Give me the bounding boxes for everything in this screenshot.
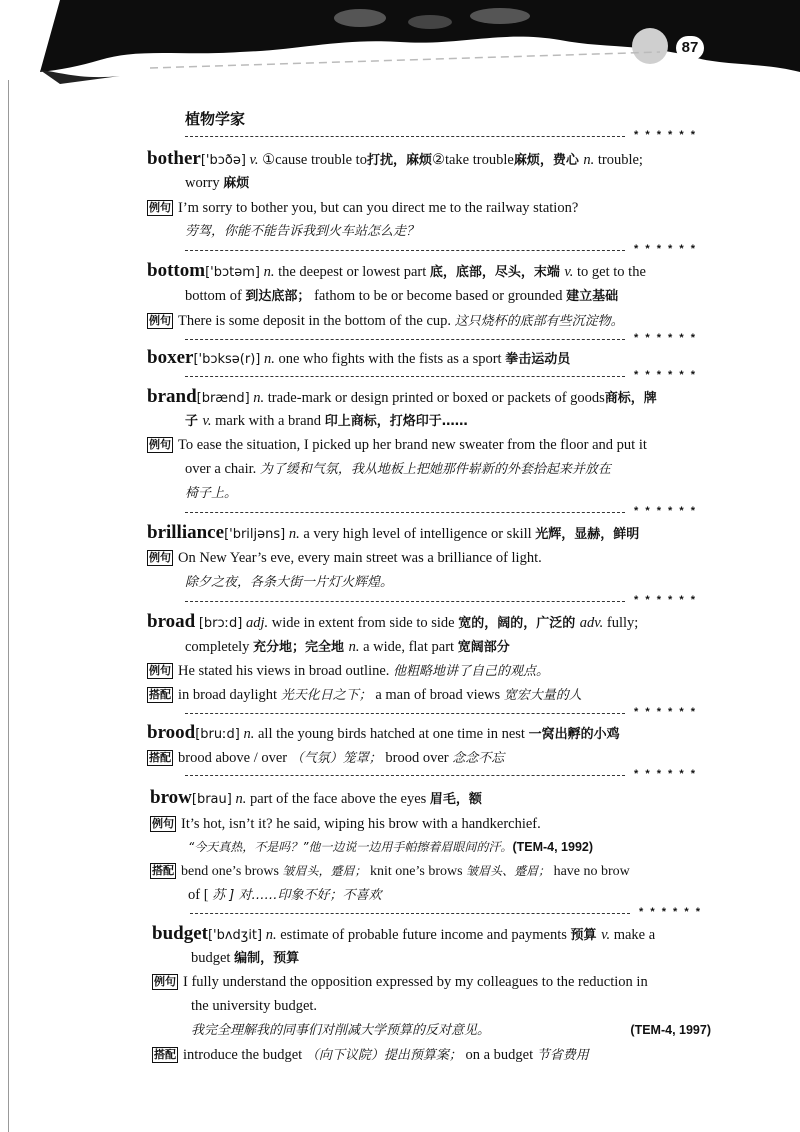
entry-separator: * * * * * * [185,130,697,144]
example-tag: 例句 [154,975,176,988]
entry-separator: * * * * * * [185,707,697,721]
phonetic: ['bɔksə(r)] [193,352,261,367]
example-tag: 例句 [149,438,171,451]
headword: broad [147,611,196,632]
example-budget-cont: the university budget. [191,998,318,1014]
entry-brand: brand[brænd] n. trade-mark or design printed or boxed or packets of goods商标，牌 [147,386,657,407]
entry-separator: * * * * * * [185,244,697,258]
example-brow: 例句 It’s hot, isn’t it? he said, wiping his brow with a handkerchief. [152,816,541,832]
example-brow-zh: “今天真热，不是吗？”他一边说一边用手帕擦着眉眼间的汗。(TEM-4, 1992) [188,840,594,854]
headword: boxer [147,347,194,368]
collocation-tag: 搭配 [149,688,171,701]
example-brand-cont: over a chair. 为了缓和气氛，我从地板上把她那件崭新的外套拾起来并放在 [185,461,611,477]
phonetic: [brænd] [196,391,250,406]
example-bother: 例句 I’m sorry to bother you, but can you direct me to the railway station? [149,200,579,216]
collocation-tag: 搭配 [152,864,174,877]
example-brilliance: 例句 On New Year’s eve, every main street was a brilliance of light. [149,550,542,566]
collocation-tag: 搭配 [154,1048,176,1061]
example-tag: 例句 [149,201,171,214]
headword: brilliance [147,522,225,543]
phonetic: ['briljəns] [224,527,286,542]
entry-separator: * * * * * * [190,907,702,921]
entry-broad-cont: completely 充分地；完全地 n. a wide, flat part 宽阔部分 [185,639,510,655]
entry-brow: brow[brau] n. part of the face above the eyes 眉毛，额 [150,787,482,808]
example-brilliance-zh: 除夕之夜，各条大街一片灯火辉煌。 [185,575,394,590]
headword: brand [147,386,197,407]
collocation-budget: 搭配 introduce the budget （向下议院）提出预算案； on a budget 节省费用 [154,1047,589,1063]
collocation-broad: 搭配 in broad daylight 光天化日之下； a man of broad views 宽宏大量的人 [149,687,582,703]
example-tag: 例句 [149,551,171,564]
exam-source: (TEM-4, 1992) [512,840,594,854]
continued-word: 植物学家 [185,110,246,128]
entry-bottom: bottom['bɔtəm] n. the deepest or lowest part 底，底部，尽头，末端 v. to get to the [147,260,646,281]
phonetic: [bruːd] [195,727,240,742]
entry-bother: bother['bɔðə] v. ①cause trouble to打扰，麻烦②take trouble麻烦，费心 n. trouble; [147,148,643,169]
phonetic: ['bɔtəm] [205,265,260,280]
entry-broad: broad [brɔːd] adj. wide in extent from side to side 宽的，阔的，广泛的 adv. fully; [147,611,639,632]
entry-separator: * * * * * * [185,595,697,609]
exam-source: (TEM-4, 1997) [630,1023,711,1037]
entry-separator: * * * * * * [185,333,697,347]
example-tag: 例句 [149,314,171,327]
example-bother-zh: 劳驾，你能不能告诉我到火车站怎么走？ [185,224,420,239]
entry-bottom-cont: bottom of 到达底部； fathom to be or become based or grounded 建立基础 [185,288,619,304]
entry-separator: * * * * * * [185,506,697,520]
headword: brow [150,787,192,808]
entry-budget-cont: budget 编制，预算 [191,950,300,966]
entry-separator: * * * * * * [185,769,697,783]
collocation-brow-cont: of [ 苏 ] 对……印象不好；不喜欢 [188,887,382,903]
example-tag: 例句 [149,664,171,677]
example-bottom: 例句 There is some deposit in the bottom of the cup. 这只烧杯的底部有些沉淀物。 [149,313,624,329]
entry-brood: brood[bruːd] n. all the young birds hatched at one time in nest 一窝出孵的小鸡 [147,722,620,743]
example-brand-cont2: 椅子上。 [185,486,238,501]
example-budget-zh: 我完全理解我的同事们对削减大学预算的反对意见。 (TEM-4, 1997) [191,1019,711,1042]
phonetic: [brau] [191,792,232,807]
collocation-brow: 搭配 bend one’s brows 皱眉头，蹙眉； knit one’s brows 皱眉头、蹙眉； have no brow [152,864,630,879]
example-budget: 例句 I fully understand the opposition expressed by my colleagues to the reduction in [154,974,648,990]
collocation-brood: 搭配 brood above / over （气氛）笼罩； brood over 念念不忘 [149,750,505,766]
headword: bottom [147,260,206,281]
page-number: 87 [676,36,704,60]
entry-bother-cont: worry 麻烦 [185,175,250,191]
entry-budget: budget['bʌdʒit] n. estimate of probable future income and payments 预算 v. make a [152,923,656,944]
headword: brood [147,722,196,743]
phonetic: ['bʌdʒit] [207,928,263,943]
entry-separator: * * * * * * [185,370,697,384]
entry-brand-cont: 子 v. mark with a brand 印上商标，打烙印于…… [185,413,468,429]
entry-brilliance: brilliance['briljəns] n. a very high level of intelligence or skill 光辉，显赫，鲜明 [147,522,640,543]
headword: budget [152,923,208,944]
phonetic: [brɔːd] [198,616,243,631]
example-tag: 例句 [152,817,174,830]
example-brand: 例句 To ease the situation, I picked up her brand new sweater from the floor and put it [149,437,647,453]
collocation-tag: 搭配 [149,751,171,764]
phonetic: ['bɔðə] [200,153,246,168]
headword: bother [147,148,201,169]
example-broad: 例句 He stated his views in broad outline. 他粗略地讲了自己的观点。 [149,663,550,679]
entry-boxer: boxer['bɔksə(r)] n. one who fights with the fists as a sport 拳击运动员 [147,347,571,368]
